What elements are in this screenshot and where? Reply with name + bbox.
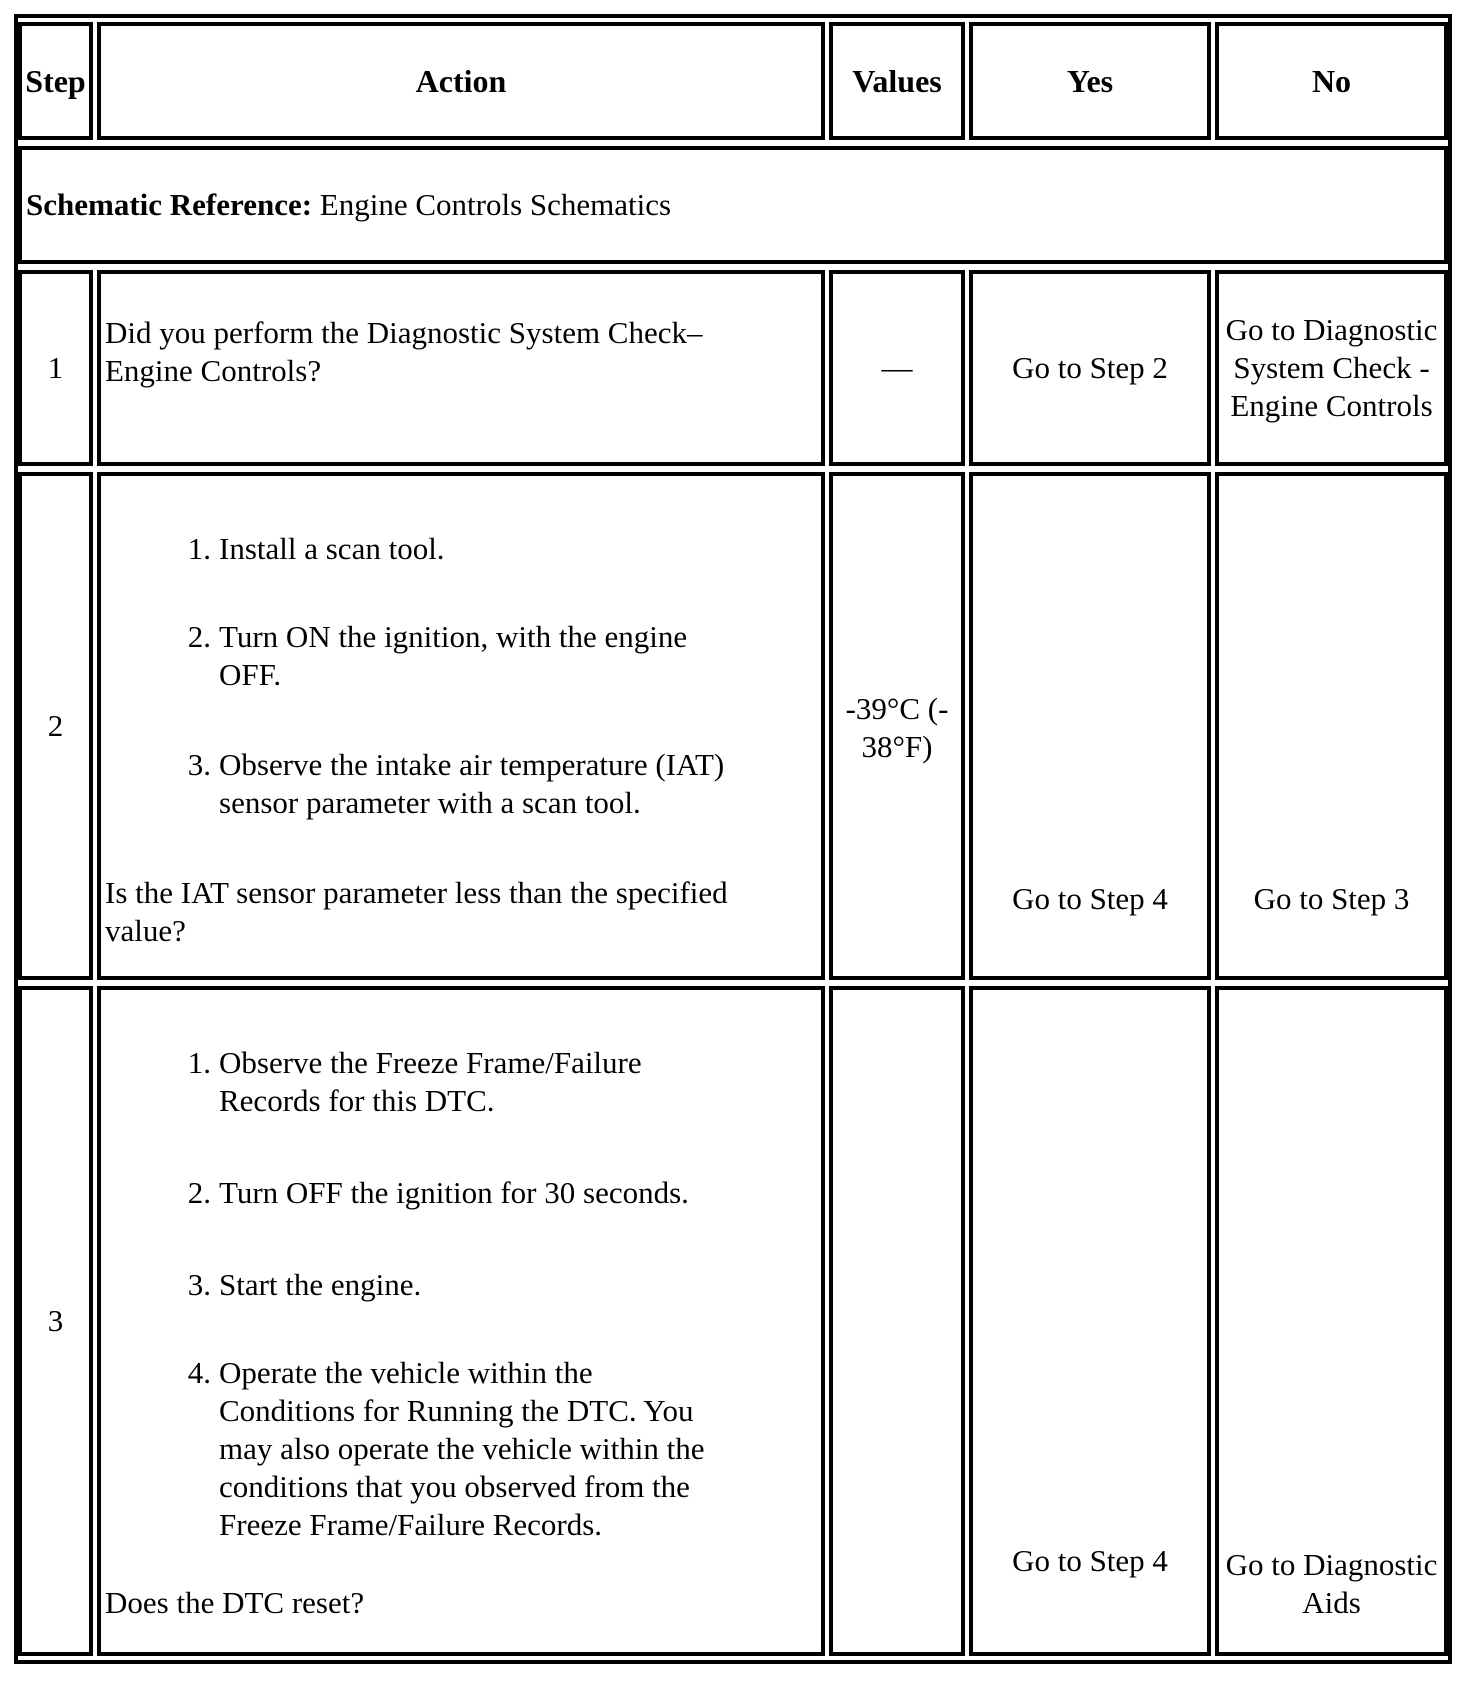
step-3-action-text [219,1044,759,1120]
step-3-no-cell [1215,986,1448,1656]
step-1-value: — [881,350,913,385]
step-2-action-number: 3. [187,747,211,782]
step-2-number-cell [18,472,93,980]
step-3-action-line: may also operate the vehicle within the [219,1431,705,1466]
step-1-no-cell [1215,270,1448,466]
step-3-action-text: Start the engine. [219,1267,422,1302]
step-3-action-number: 4. [187,1355,211,1390]
header-action [97,22,825,140]
step-1-question [105,314,703,390]
schematic-reference [26,186,671,224]
step-2-no-cell [1215,472,1448,980]
step-3-action-line: Operate the vehicle within the [219,1355,593,1390]
schematic-reference-value: Engine Controls Schematics [312,187,672,222]
step-3-action-line: Conditions for Running the DTC. You [219,1393,694,1428]
step-1-yes-link[interactable]: Go to Step 2 [1012,350,1168,385]
step-2-question [105,874,805,950]
step-3-action-text: Turn OFF the ignition for 30 seconds. [219,1175,689,1210]
step-2-action-line: OFF. [219,657,282,692]
step-2-question-line: Is the IAT sensor parameter less than the specified [105,875,728,910]
step-3-no-line: Go to Diagnostic [1225,1547,1438,1582]
step-3-no-line: Aids [1302,1585,1361,1620]
step-3-yes-cell [969,986,1211,1656]
step-3-action-line: conditions that you observed from the [219,1469,690,1504]
step-3-question: Does the DTC reset? [105,1585,365,1620]
step-1-no-line: System Check - [1233,350,1430,385]
step-3-action-number: 1. [187,1045,211,1080]
header-no-label: No [1311,63,1352,99]
step-2-action-line: sensor parameter with a scan tool. [219,785,641,820]
header-action-label: Action [415,63,507,99]
step-2-action-number: 2. [187,619,211,654]
step-2-question-line: value? [105,913,186,948]
header-step [18,22,93,140]
step-1-action-cell [97,270,825,466]
step-3-action-number: 3. [187,1267,211,1302]
step-2-yes-link[interactable]: Go to Step 4 [1012,881,1168,916]
step-2-no-link[interactable]: Go to Step 3 [1253,881,1410,916]
step-2-yes-cell [969,472,1211,980]
header-values-label: Values [852,63,942,99]
step-2-value [833,690,961,766]
step-3-no-link[interactable] [1219,1546,1444,1622]
step-3-action-cell [97,986,825,1656]
diagnostic-table [14,14,1452,1664]
header-values [829,22,965,140]
step-3-action-line: Records for this DTC. [219,1083,495,1118]
step-2-value-line: 38°F) [861,729,933,764]
schematic-reference-row [18,146,1448,264]
step-1-value-cell [829,270,965,466]
header-yes-label: Yes [1066,63,1114,99]
step-2-action-text [219,746,759,822]
step-3-yes-link[interactable]: Go to Step 4 [1012,1543,1168,1578]
step-2-action-text [219,618,759,694]
header-yes [969,22,1211,140]
step-3-action-number: 2. [187,1175,211,1210]
step-1-yes-cell [969,270,1211,466]
step-3-value-cell [829,986,965,1656]
header-step-label: Step [25,63,86,99]
step-1-no-line: Engine Controls [1230,388,1433,423]
step-2-action-text: Install a scan tool. [219,531,445,566]
step-3-action-line: Freeze Frame/Failure Records. [219,1507,603,1542]
step-2-value-cell [829,472,965,980]
step-1-question-line: Did you perform the Diagnostic System Check– [105,315,703,350]
step-2-action-cell [97,472,825,980]
step-2-number: 2 [47,708,64,743]
step-3-number: 3 [47,1303,64,1338]
step-3-number-cell [18,986,93,1656]
header-no [1215,22,1448,140]
step-2-action-line: Turn ON the ignition, with the engine [219,619,688,654]
step-2-action-number: 1. [187,531,211,566]
schematic-reference-label: Schematic Reference: [26,187,313,222]
step-1-number-cell [18,270,93,466]
step-2-action-line: Observe the intake air temperature (IAT) [219,747,725,782]
step-1-no-link[interactable] [1226,311,1438,425]
step-1-question-line: Engine Controls? [105,353,322,388]
step-3-action-line: Observe the Freeze Frame/Failure [219,1045,642,1080]
step-1-number: 1 [47,350,64,385]
step-1-no-line: Go to Diagnostic [1225,312,1438,347]
step-2-value-line: -39°C (- [845,691,949,726]
step-3-action-text [219,1354,759,1544]
